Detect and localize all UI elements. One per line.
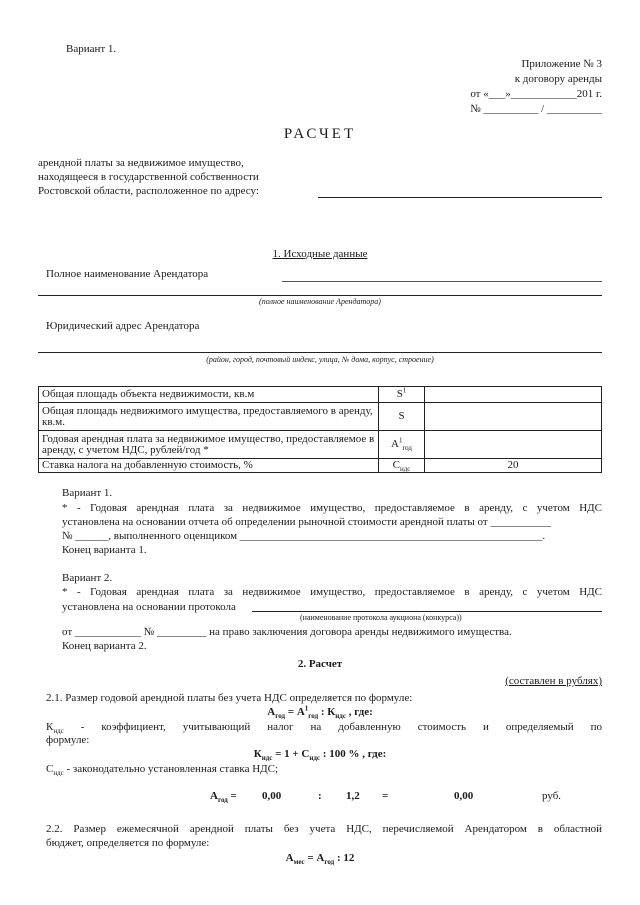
row-value [425,387,602,403]
variant-label-top: Вариант 1. [66,43,117,55]
formula-annual: $А_{год} = А^1_{год}$ : $К_{ндс}$ , где: [267,704,373,721]
row-symbol: $S^1$ [379,387,425,403]
section2-title: 2. Расчет [297,658,343,670]
appendix-title: Приложение № 3 [521,58,602,70]
protocol-hint: (наименование протокола аукциона (конкурса)) [300,613,462,622]
variant2-title: Вариант 2. [62,572,113,584]
calc-a: 0,00 [262,790,282,802]
row-value: 20 [425,459,602,473]
row-label: Годовая арендная плата за недвижимое имущество, предоставляемое в аренду, с учетом НДС, рублей/год * [39,431,379,459]
section1-title: 1. Исходные данные [272,248,368,260]
table-row [39,459,602,473]
table-row [39,387,602,403]
row-value [425,431,602,459]
c-definition: $С_{ндс}$ - законодательно установленная ставка НДС; [46,763,279,778]
row-value [425,403,602,431]
formula-k: $К_{ндс} = 1 + С_{ндс}$ : 100 % , где: [253,748,387,763]
row-label: Общая площадь недвижимого имущества, предоставляемого в аренду, кв.м. [39,403,379,431]
p22-line1: 2.2. Размер ежемесячной арендной платы без учета НДС, перечисляемой Арендатором в областной [46,823,602,835]
tenant-name-label: Полное наименование Арендатора [46,268,209,280]
p21-text: 2.1. Размер годовой арендной платы без учета НДС определяется по формуле: [46,692,413,704]
k-definition-b: формуле: [46,734,90,746]
variant2-end: Конец варианта 2. [62,640,147,652]
k-definition-a: $К_{ндс}$ - коэффициент, учитывающий налог на добавленную стоимость и определяемый по [46,721,602,736]
calc-unit: руб. [542,790,562,802]
calc-result: 0,00 [454,790,474,802]
intro-line-3: Ростовской области, расположенное по адресу: [38,185,259,197]
source-data-table [38,386,602,473]
row-symbol: S [379,403,425,431]
variant1-line2: установлена на основании отчета об определении рыночной стоимости арендной платы от ___________ [62,516,551,528]
table-row [39,431,602,459]
intro-line-2: находящееся в государственной собственности [38,171,259,183]
calc-b: 1,2 [346,790,360,802]
appendix-date-line: от «___»____________201 г. [470,88,602,100]
row-symbol: $А^1_{год}$ [379,431,425,459]
section2-note: (составлен в рублях) [505,675,602,687]
appendix-subtitle: к договору аренды [514,73,602,85]
row-label: Ставка налога на добавленную стоимость, % [39,459,379,473]
variant1-title: Вариант 1. [62,487,113,499]
variant2-line3: от ____________ № _________ на право заключения договора аренды недвижимого имущества. [62,626,512,638]
tenant-name-line-1 [282,281,602,282]
calc-op1: : [318,790,322,802]
tenant-name-hint: (полное наименование Арендатора) [259,297,381,306]
legal-address-hint: (район, город, почтовый индекс, улица, № дома, корпус, строение) [206,355,434,364]
variant1-end: Конец варианта 1. [62,544,147,556]
variant2-line2: установлена на основании протокола [62,601,236,613]
legal-address-label: Юридический адрес Арендатора [46,320,200,332]
table-row [39,403,602,431]
variant1-line3: № ______, выполненного оценщиком _______________________________________________________. [62,530,546,542]
row-label: Общая площадь объекта недвижимости, кв.м [39,387,379,403]
calc-label: $А_{год}$ = [210,790,237,805]
calc-op2: = [382,790,389,802]
page-heading: РАСЧЕТ [283,126,357,142]
tenant-name-line-2 [38,295,602,296]
p22-line2: бюджет, определяется по формуле: [46,837,210,849]
formula-monthly: $А_{мес} = А_{год}$ : 12 [285,852,355,867]
protocol-underline [252,611,602,612]
variant2-line1: * - Годовая арендная плата за недвижимое имущество, предоставляемое в аренду, с учетом НДС [62,586,602,598]
address-underline [318,197,602,198]
intro-line-1: арендной платы за недвижимое имущество, [38,157,244,169]
legal-address-line [38,352,602,353]
row-symbol: $С_{ндс}$ [379,459,425,473]
appendix-number-line: № __________ / __________ [470,103,602,115]
variant1-line1: * - Годовая арендная плата за недвижимое имущество, предоставляемое в аренду, с учетом НДС [62,502,602,514]
